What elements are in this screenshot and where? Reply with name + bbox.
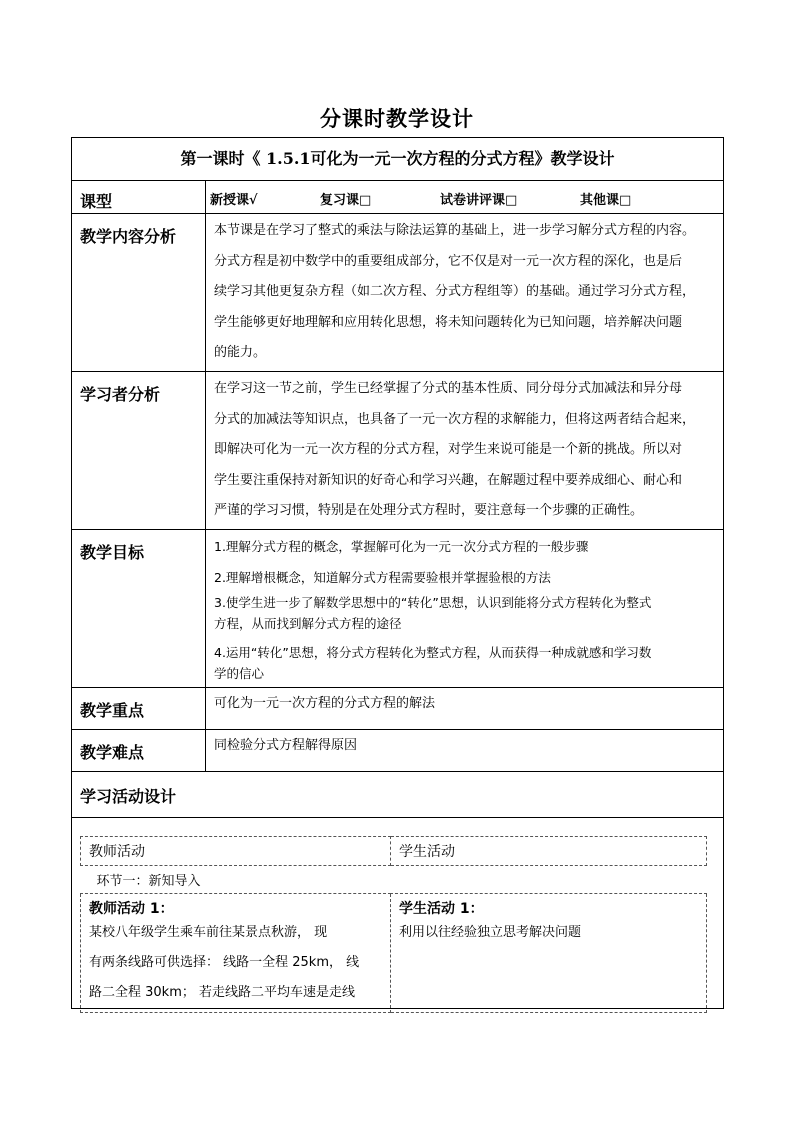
lesson-type-options (206, 181, 724, 214)
activity-design-label: 学习活动设计 (72, 772, 724, 818)
lesson-type-label: 课型 (72, 181, 206, 214)
content-line: 分式方程是初中数学中的重要组成部分，它不仅是对一元一次方程的深化，也是后 (214, 253, 683, 269)
goal-item: 4.运用“转化”思想，将分式方程转化为整式方程，从而获得一种成就感和学习数 (214, 645, 652, 660)
learner-line: 分式的加减法等知识点，也具备了一元一次方程的求解能力，但将这两者结合起来， (214, 411, 696, 427)
goal-item: 3.使学生进一步了解数学思想中的“转化”思想，认识到能将分式方程转化为整式 (214, 595, 652, 610)
goals-label: 教学目标 (72, 530, 206, 688)
content-analysis-text (206, 214, 724, 372)
teacher-activity-title: 教师活动 1： (89, 901, 174, 917)
lesson-type-exam-review: 试卷讲评课□ (440, 193, 518, 208)
goal-item: 1.理解分式方程的概念，掌握解可化为一元一次分式方程的一般步骤 (214, 539, 589, 554)
key-point-text: 可化为一元一次方程的分式方程的解法 (206, 688, 724, 730)
lesson-title: 第一课时《 1.5.1可化为一元一次方程的分式方程》教学设计 (72, 138, 724, 181)
teacher-activity-cell (81, 894, 391, 1013)
teacher-activity-line: 某校八年级学生乘车前往某景点秋游， 现 (89, 925, 328, 940)
teacher-activity-line: 路二全程 30km； 若走线路二平均车速是走线 (89, 985, 355, 1000)
teacher-activity-line: 有两条线路可供选择： 线路一全程 25km， 线 (89, 955, 360, 970)
activity-design-area (72, 818, 724, 1009)
goal-item: 2.理解增根概念，知道解分式方程需要验根并掌握验根的方法 (214, 570, 551, 585)
activity-table (80, 836, 707, 1013)
student-activity-title: 学生活动 1： (399, 901, 484, 917)
learner-line: 在学习这一节之前，学生已经掌握了分式的基本性质、同分母分式加减法和异分母 (214, 381, 683, 396)
goals-list (206, 530, 724, 688)
student-activity-header: 学生活动 (391, 837, 707, 866)
teacher-activity-header: 教师活动 (81, 837, 391, 866)
student-activity-cell (391, 894, 707, 1013)
difficulty-label: 教学难点 (72, 730, 206, 772)
lesson-type-new: 新授课√ (210, 193, 258, 208)
segment-label: 环节一：新知导入 (81, 866, 707, 894)
learner-line: 即解决可化为一元一次方程的分式方程，对学生来说可能是一个新的挑战。所以对 (214, 442, 683, 457)
content-analysis-label: 教学内容分析 (72, 214, 206, 372)
learner-line: 学生要注重保持对新知识的好奇心和学习兴趣，在解题过程中要养成细心、耐心和 (214, 472, 683, 488)
lesson-type-review: 复习课□ (320, 193, 372, 208)
content-line: 本节课是在学习了整式的乘法与除法运算的基础上，进一步学习解分式方程的内容。 (214, 223, 696, 238)
lesson-type-other: 其他课□ (580, 193, 632, 208)
content-line: 续学习其他更复杂方程（如二次方程、分式方程组等）的基础。通过学习分式方程， (214, 284, 696, 299)
goal-item-continued: 学的信心 (214, 666, 265, 681)
content-line: 学生能够更好地理解和应用转化思想，将未知问题转化为已知问题，培养解决问题 (214, 314, 683, 330)
student-activity-text: 利用以往经验独立思考解决问题 (399, 925, 582, 940)
lesson-design-table (71, 137, 724, 1009)
learner-analysis-text (206, 372, 724, 530)
goal-item-continued: 方程，从而找到解分式方程的途径 (214, 616, 402, 631)
key-point-label: 教学重点 (72, 688, 206, 730)
learner-line: 严谨的学习习惯，特别是在处理分式方程时，要注意每一个步骤的正确性。 (214, 503, 644, 518)
difficulty-text: 同检验分式方程解得原因 (206, 730, 724, 772)
page-title: 分课时教学设计 (320, 106, 474, 131)
content-line: 的能力。 (214, 345, 267, 360)
learner-analysis-label: 学习者分析 (72, 372, 206, 530)
